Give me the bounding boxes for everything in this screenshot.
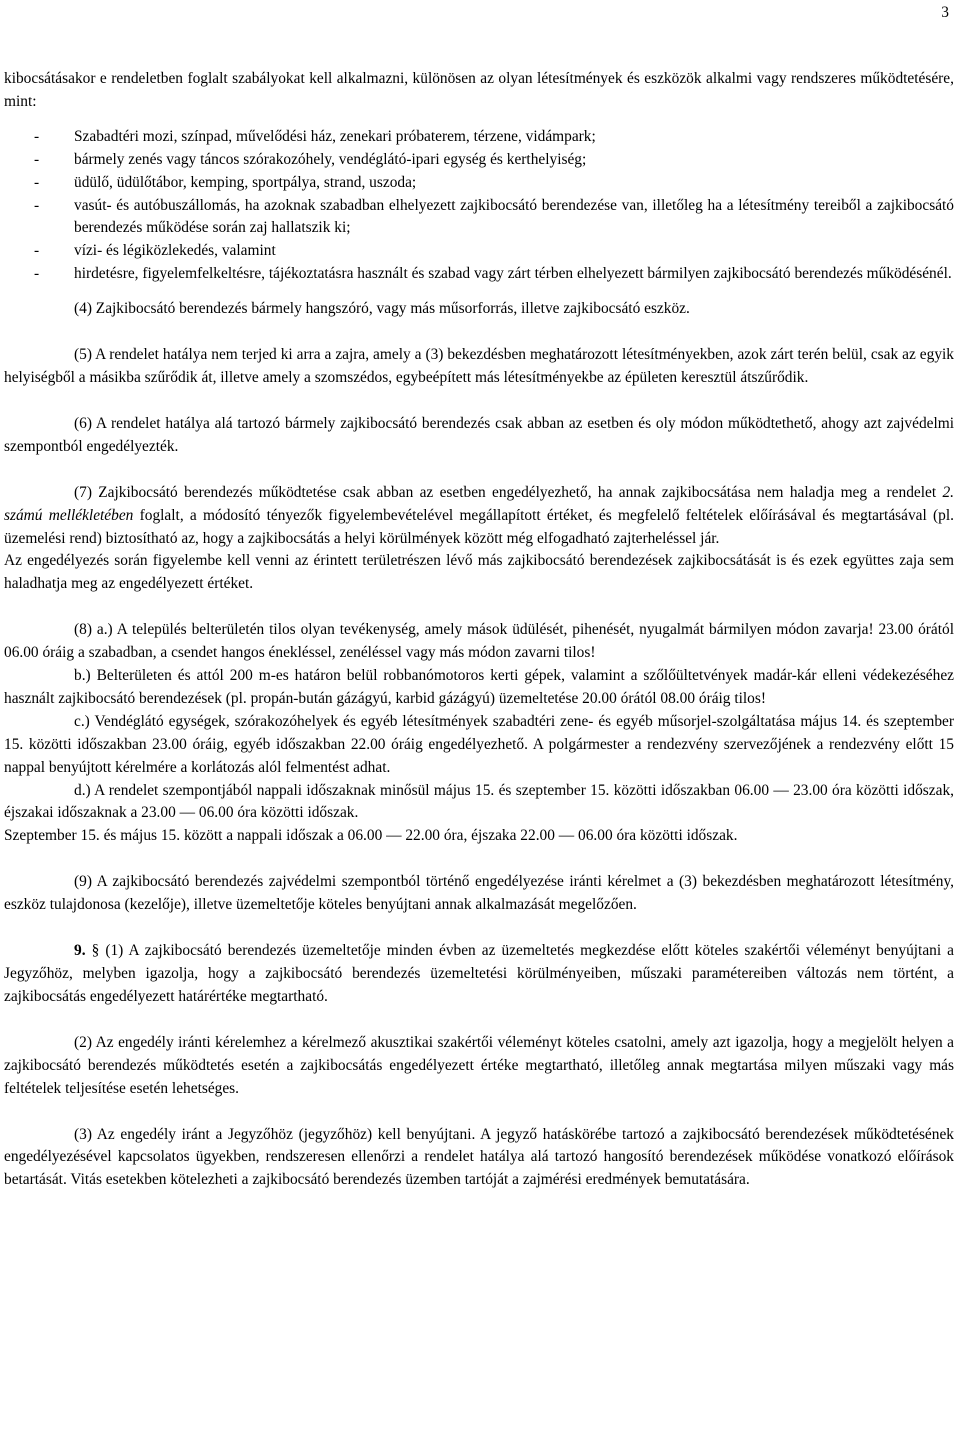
list-item-text: Szabadtéri mozi, színpad, művelődési ház, zenekari próbaterem, térzene, vidámpark; [74,127,596,145]
paragraph-8c: c.) Vendéglátó egységek, szórakozóhelyek és egyéb létesítmények szabadtéri zene- és egyéb műsorjel-szolgáltatása május 14. és szeptember 15. közötti időszakban 23.00 óráig, egyéb időszakban 22.00 óráig engedélyezhető. A polgármester a rendezvény szervezőjének a rendezvény előtt 15 nappal benyújtott kérelmére a korlátozás alól felmentést adhat. [4,712,954,776]
paragraph-7 [4,482,954,551]
list-item [4,149,954,172]
list-item-text: üdülő, üdülőtábor, kemping, sportpálya, strand, uszoda; [74,173,417,191]
annex-reference: 2. számú mellékletében [4,483,954,524]
list-dash: - [34,242,40,260]
paragraph-6: (6) A rendelet hatálya alá tartozó bármely zajkibocsátó berendezés csak abban az esetben és oly módon működtethető, ahogy azt zajvédelmi szempontból engedélyezték. [4,414,954,455]
list-dash: - [34,196,40,214]
list-item-text: bármely zenés vagy táncos szórakozóhely, vendéglátó-ipari egység és kerthelyiség; [74,150,587,168]
paragraph-8b: b.) Belterületen és attól 200 m-es határon belül robbanómotoros kerti gépek, valamint a szőlőültetvények madár-kár elleni védekezéséhez használt zajkibocsátó berendezések (pl. propán-bután gázágyú, karbid gázágyú) üzemeltetése 20.00 órától 08.00 óráig tilos! [4,667,954,707]
list-item-text: vasút- és autóbuszállomás, ha azoknak szabadban elhelyezett zajkibocsátó berendezése van, illetőleg ha a létesítmény tereiből a zajkibocsátó berendezés működése során zaj hallatszik ki; [74,196,954,237]
section-number: 9. [74,942,86,960]
list-dash: - [34,173,40,191]
section-9-paragraph-1 [4,940,954,1009]
list-dash: - [34,150,40,168]
paragraph-8e: Szeptember 15. és május 15. között a nappali időszak a 06.00 — 22.00 óra, éjszaka 22.00 — 06.00 óra közötti időszak. [4,827,738,845]
list-dash: - [34,265,40,283]
paragraph-9: (9) A zajkibocsátó berendezés zajvédelmi szempontból történő engedélyezése iránti kérelmet a (3) bekezdésben meghatározott létesítmény, eszköz tulajdonosa (kezelője), illetve üzemeltetője köteles benyújtani annak alkalmazását megelőzően. [4,873,954,914]
list-item-text: hirdetésre, figyelemfelkeltésre, tájékoztatásra használt és szabad vagy zárt térben elhelyezett bármilyen zajkibocsátó berendezés működésénél. [74,265,952,283]
list-item [4,263,954,286]
paragraph-7-start: (7) Zajkibocsátó berendezés működtetése csak abban az esetben engedélyezhető, ha annak zajkibocsátása nem haladja meg a rendelet [74,483,937,501]
paragraph-5: (5) A rendelet hatálya nem terjed ki arra a zajra, amely a (3) bekezdésben meghatározott létesítményekben, azok zárt terén belül, csak az egyik helyiségből a másikba szűrődik át, illetve amely a szomszédos, egybeépített más létesítményekbe az épületen keresztül átszűrődik. [4,346,954,386]
list-item [4,240,954,263]
list-item [4,126,954,149]
facility-list [4,126,954,286]
paragraph-8a: (8) a.) A település belterületén tilos olyan tevékenység, amely mások üdülését, pihenését, nyugalmát bármilyen módon zavarja! 23.00 órától 06.00 óráig a szabadban, a csendet hangos énekléssel, zenéléssel vagy más módon zavarni tilos! [4,621,954,662]
list-item [4,195,954,241]
page-number: 3 [941,4,949,21]
paragraph-8d: d.) A rendelet szempontjából nappali időszaknak minősül május 15. és szeptember 15. közötti időszakban 06.00 — 23.00 óra közötti időszak, éjszakai időszaknak a 23.00 — 06.00 óra közötti időszak. [4,781,954,822]
list-dash: - [34,127,40,145]
paragraph-7-continuation: Az engedélyezés során figyelembe kell venni az érintett területrészen lévő más zajkibocsátó berendezések zajkibocsátását is és ezek együttes zaja sem haladhatja meg az engedélyezett értéket. [4,552,954,593]
list-item [4,172,954,195]
intro-paragraph: kibocsátásakor e rendeletben foglalt szabályokat kell alkalmazni, különösen az olyan létesítmények és eszközök alkalmi vagy rendszeres működtetésére, mint: [4,70,954,110]
section-9-paragraph-3: (3) Az engedély iránt a Jegyzőhöz (jegyzőhöz) kell benyújtani. A jegyző hatáskörébe tartozó a zajkibocsátó berendezések működtetésének engedélyezésével kapcsolatos ügyekben, rendszeresen ellenőrzi a rendelet hatálya alá tartozó hangosító berendezések működése vonatkozó előírások betartását. Vitás esetekben kötelezheti a zajkibocsátó berendezés üzemben tartóját a zajmérési eredmények bemutatására. [4,1125,954,1189]
section-9-paragraph-2: (2) Az engedély iránti kérelemhez a kérelmező akusztikai szakértői véleményt köteles csatolni, amely azt igazolja, hogy a megjelölt helyen a zajkibocsátó berendezés működtetés esetén a zajkibocsátás engedélyezett értéke megtartható, illetőleg annak megtartása milyen műszaki vagy más feltételek teljesítése esetén lehetséges. [4,1033,954,1097]
paragraph-7-end: foglalt, a módosító tényezők figyelembevételével megállapított értéket, és megfelelő feltételek előírásával és megtartásával (pl. üzemelési rend) biztosítható az, hogy a zajkibocsátás a helyi körülmények között még elfogadható zajterheléssel jár. [4,506,954,547]
section-9-1-text: § (1) A zajkibocsátó berendezés üzemeltetője minden évben az üzemeltetés megkezdése előtt köteles szakértői véleményt benyújtani a Jegyzőhöz, melyben igazolja, hogy a zajkibocsátó berendezés üzemeltetési körülményeiben, műszaki paramétereiben változás nem történt, a zajkibocsátás engedélyezett határértéke megtartható. [4,942,954,1005]
list-item-text: vízi- és légiközlekedés, valamint [74,242,276,260]
paragraph-4: (4) Zajkibocsátó berendezés bármely hangszóró, vagy más műsorforrás, illetve zajkibocsátó eszköz. [74,300,690,318]
document-body [4,68,954,1192]
